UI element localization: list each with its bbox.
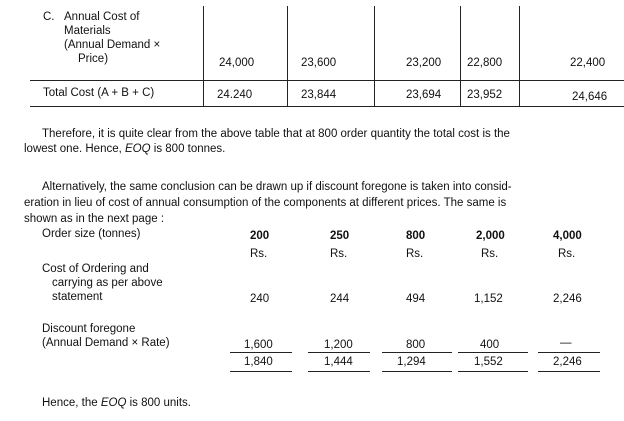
subtotal-line [308, 352, 370, 353]
order-size-header: 800 [406, 230, 426, 242]
order-size-header: 4,000 [553, 230, 582, 242]
conclusion-text: is 800 units. [126, 397, 191, 409]
paragraph-alternative-line-1: Alternatively, the same conclusion can be drawn up if discount foregone is taken into consid- [42, 181, 512, 193]
paragraph-conclusion-1 [42, 127, 612, 142]
paragraph-alternative-line-3: shown as in the next page : [24, 213, 165, 225]
cost-value: 244 [330, 293, 350, 305]
col-divider-3 [374, 6, 375, 106]
subtotal-line [458, 352, 528, 353]
discount-label-line-2: (Annual Demand × Rate) [42, 337, 170, 349]
currency-label: Rs. [250, 248, 268, 260]
total-cost-value: 23,844 [301, 89, 337, 101]
total-cost-value: 24,646 [572, 91, 608, 103]
cost-value: 2,246 [553, 293, 582, 305]
cost-label-line-2: carrying as per above [52, 277, 163, 289]
discount-value: 1,600 [244, 339, 273, 351]
subtotal-line [538, 352, 600, 353]
col-divider-1 [203, 6, 204, 106]
total-underline [538, 371, 600, 372]
order-size-header: 250 [330, 230, 350, 242]
total-value: 1,552 [474, 356, 503, 368]
paragraph-conclusion-1-line-2 [24, 142, 225, 157]
total-value: 1,840 [244, 356, 273, 368]
order-size-label: Order size (tonnes) [42, 228, 141, 240]
currency-label: Rs. [558, 248, 576, 260]
col-divider-5 [519, 6, 520, 106]
paragraph-text: is 800 tonnes. [150, 143, 226, 155]
total-cost-value: 23,952 [467, 89, 503, 101]
total-cost-label: Total Cost (A + B + C) [43, 87, 155, 99]
discount-label-line-1: Discount foregone [42, 323, 136, 335]
paragraph-line: Therefore, it is quite clear from the above table that at 800 order quantity the total cost is the [42, 128, 510, 140]
order-size-header: 200 [250, 230, 270, 242]
total-value: 1,294 [397, 356, 426, 368]
row-c-value: 22,400 [570, 57, 606, 69]
eoq-term: EOQ [125, 143, 151, 155]
section-label: C. [43, 11, 55, 23]
total-cost-value: 23,694 [406, 89, 442, 101]
discount-value: 1,200 [324, 339, 353, 351]
col-divider-2 [287, 6, 288, 106]
cost-label-line-1: Cost of Ordering and [42, 263, 149, 275]
row-c-value: 22,800 [467, 57, 503, 69]
conclusion-text: Hence, the [42, 397, 101, 409]
paragraph-alternative-line-2: eration in lieu of cost of annual consumption of the components at different prices. The same is [24, 197, 507, 209]
cost-label-line-3: statement [52, 291, 103, 303]
total-underline [382, 371, 452, 372]
total-underline [308, 371, 370, 372]
currency-label: Rs. [481, 248, 499, 260]
total-value: 1,444 [324, 356, 353, 368]
row-c-label-line-2: Materials [64, 25, 111, 37]
total-cost-value: 24.240 [217, 89, 253, 101]
total-underline [230, 371, 292, 372]
row-c-label-line-3: (Annual Demand × [64, 39, 161, 51]
paragraph-text: lowest one. Hence, [24, 143, 126, 155]
row-c-label-line-4: Price) [78, 53, 109, 65]
final-conclusion [42, 396, 191, 410]
currency-label: Rs. [406, 248, 424, 260]
currency-label: Rs. [330, 248, 348, 260]
row-c-value: 23,600 [301, 57, 337, 69]
col-divider-4 [460, 6, 461, 106]
cost-value: 1,152 [474, 293, 503, 305]
row-separator [30, 80, 624, 81]
total-value: 2,246 [553, 356, 582, 368]
order-size-header: 2,000 [476, 230, 505, 242]
discount-value: 800 [406, 339, 426, 351]
discount-value: 400 [480, 339, 500, 351]
row-c-label-line-1: Annual Cost of [64, 11, 140, 23]
subtotal-line [230, 352, 292, 353]
cost-value: 240 [250, 293, 270, 305]
eoq-term: EOQ [100, 397, 127, 409]
row-c-value: 23,200 [406, 57, 442, 69]
total-underline [458, 371, 528, 372]
subtotal-line [382, 352, 452, 353]
table-bottom-line [30, 106, 624, 107]
discount-value: — [560, 337, 572, 349]
row-c-value: 24,000 [219, 57, 255, 69]
cost-value: 494 [406, 293, 426, 305]
